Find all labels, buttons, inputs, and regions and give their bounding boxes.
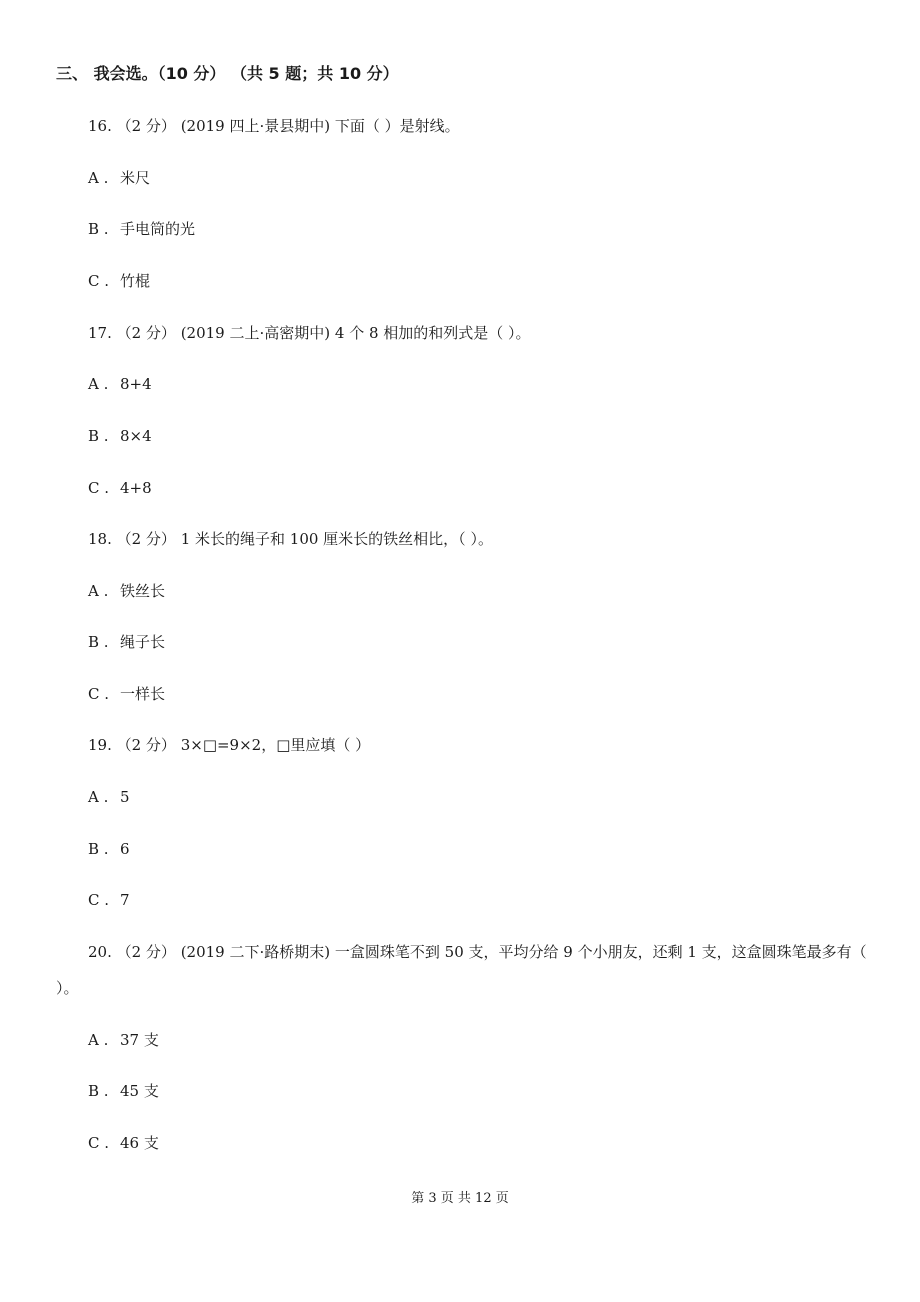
- option-text: 6: [120, 840, 130, 858]
- option-label: B .: [88, 427, 109, 445]
- question-16-stem: 16. （2 分） (2019 四上·景县期中) 下面（ ）是射线。: [88, 117, 460, 135]
- question-19-option-a: [88, 787, 130, 807]
- option-text: 46 支: [120, 1134, 159, 1152]
- option-text: 绳子长: [120, 633, 166, 651]
- question-16-option-c: [88, 271, 150, 291]
- option-label: A .: [88, 375, 109, 393]
- question-19-option-c: [88, 890, 130, 910]
- option-label: B .: [88, 220, 109, 238]
- option-text: 45 支: [120, 1082, 159, 1100]
- option-text: 4+8: [120, 479, 152, 497]
- question-20-option-c: [88, 1133, 159, 1153]
- option-text: 竹棍: [120, 272, 151, 290]
- option-text: 37 支: [120, 1031, 159, 1049]
- question-16-option-a: [88, 168, 150, 188]
- option-text: 铁丝长: [120, 582, 166, 600]
- option-label: C .: [88, 891, 110, 909]
- option-text: 7: [120, 891, 130, 909]
- question-17-stem: 17. （2 分） (2019 二上·高密期中) 4 个 8 相加的和列式是（ ）。: [88, 324, 531, 342]
- option-label: B .: [88, 1082, 109, 1100]
- option-text: 手电筒的光: [120, 220, 196, 238]
- question-20-option-a: [88, 1030, 159, 1050]
- option-label: A .: [88, 1031, 109, 1049]
- option-label: C .: [88, 685, 110, 703]
- option-text: 米尺: [120, 169, 151, 187]
- question-18-option-a: [88, 581, 165, 601]
- option-label: C .: [88, 272, 110, 290]
- question-20-stem: 20. （2 分） (2019 二下·路桥期末) 一盒圆珠笔不到 50 支，平均分给 9 个小朋友，还剩 1 支，这盒圆珠笔最多有（ ）。: [56, 943, 867, 997]
- option-label: A .: [88, 582, 109, 600]
- question-17-option-a: [88, 374, 152, 394]
- question-18-option-b: [88, 632, 165, 652]
- option-text: 5: [120, 788, 130, 806]
- question-18-option-c: [88, 684, 165, 704]
- question-16-option-b: [88, 219, 195, 239]
- question-17-option-b: [88, 426, 152, 446]
- option-text: 8+4: [120, 375, 152, 393]
- option-text: 8×4: [120, 427, 152, 445]
- option-label: B .: [88, 840, 109, 858]
- question-20-option-b: [88, 1081, 159, 1101]
- option-label: C .: [88, 479, 110, 497]
- question-19-stem: 19. （2 分） 3×□=9×2，□里应填（ ）: [88, 736, 371, 754]
- section-title: 三、 我会选。（10 分） （共 5 题；共 10 分）: [56, 64, 399, 83]
- question-18-stem: 18. （2 分） 1 米长的绳子和 100 厘米长的铁丝相比，（ ）。: [88, 530, 493, 548]
- question-19-option-b: [88, 839, 130, 859]
- option-text: 一样长: [120, 685, 166, 703]
- option-label: A .: [88, 788, 109, 806]
- option-label: C .: [88, 1134, 110, 1152]
- option-label: B .: [88, 633, 109, 651]
- question-17-option-c: [88, 478, 152, 498]
- page-footer: 第 3 页 共 12 页: [411, 1191, 509, 1206]
- option-label: A .: [88, 169, 109, 187]
